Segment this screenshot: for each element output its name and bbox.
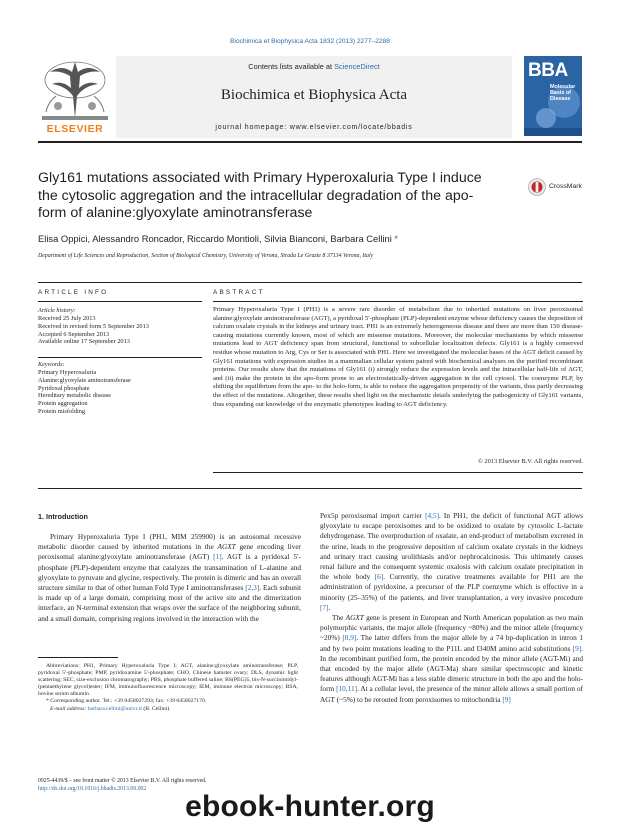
abstract-heading: ABSTRACT: [213, 289, 265, 296]
crossmark-icon: [528, 178, 546, 196]
journal-homepage: [116, 124, 512, 131]
article-history-label: Article history:: [38, 307, 76, 314]
citation-link[interactable]: [1]: [213, 552, 222, 562]
footnote-rule: [38, 657, 118, 658]
body-rule: [38, 488, 582, 489]
keyword: Alanine:glyoxylate aminotransferase: [38, 376, 131, 384]
citation-link[interactable]: [2,3]: [245, 583, 260, 593]
citation-link[interactable]: [10,11]: [336, 684, 358, 694]
intro-paragraph: Pex5p peroxisomal import carrier [4,5]. In PH1, the deficit of functional AGT allows glyoxylate to escape peroxisomes and to be oxidized to oxalate by cytosolic L-lactate dehydrogenase. The overproduction of oxalate, an end-product of metabolism excreted in the urine, leads to the progressive deposition of calcium oxalate crystals in the kidneys and urinary tract causing urolithiasis and/or nephrocalcinosis. This ultimately causes renal failure and the consequent systemic oxalosis with calcium oxalate precipitation in the whole body [6]. Currently, the curative treatments available for PH1 are the administration of pyridoxine, a precursor of the PLP coenzyme which is effective in a minority (25–35%) of the patients, and liver transplantation, a very invasive procedure [7].: [320, 511, 583, 612]
article-info-heading: ARTICLE INFO: [38, 289, 109, 296]
keyword: Pyridoxal phosphate: [38, 384, 90, 392]
cover-bba-brand: BBA: [528, 60, 568, 81]
citation-link[interactable]: [4,5]: [425, 511, 440, 520]
keyword: Protein aggregation: [38, 400, 88, 408]
keywords-label: Keywords:: [38, 361, 65, 368]
crossmark-label: CrossMark: [549, 183, 582, 190]
email-footnote: E-mail address: barbara.cellini@univr.it (B. Cellini).: [50, 705, 171, 712]
affiliation: Department of Life Sciences and Reproduction, Section of Biological Chemistry, University of Verona, Strada Le Grazie 8 37134 Verona, Italy: [38, 253, 374, 259]
history-online: Available online 17 September 2013: [38, 338, 130, 346]
history-received: Received 25 July 2013: [38, 315, 96, 322]
homepage-prefix: journal homepage:: [215, 124, 290, 131]
intro-left-column: [38, 532, 301, 624]
keyword: Primary Hyperoxaluria: [38, 369, 97, 376]
elsevier-wordmark: ELSEVIER: [46, 123, 104, 135]
keyword: Hereditary metabolic disease: [38, 392, 112, 400]
sciencedirect-link[interactable]: ScienceDirect: [334, 62, 380, 71]
article-info-rule: [38, 301, 202, 302]
keywords-list: [38, 369, 208, 416]
corresponding-author-mark[interactable]: *: [394, 233, 399, 244]
abstract-copyright: © 2013 Elsevier B.V. All rights reserved.: [477, 458, 583, 465]
citation-link[interactable]: [8,9]: [342, 633, 357, 643]
article-title: Gly161 mutations associated with Primary Hyperoxaluria Type I induce the cytosolic aggregation and the intracellular degradation of the apo-form of alanine:glyoxylate aminotransferase: [38, 170, 482, 221]
abstract-text: Primary Hyperoxaluria Type I (PH1) is a severe rare disorder of metabolism due to inherited mutations on liver peroxisomal alanine:glyoxylate aminotransferase (AGT), a pyridoxal 5′-phosphate (PLP)-dependent enzyme whose deficiency causes the deposition of calcium oxalate crystals in the kidneys and urinary tract. PH1 is an extremely heterogeneous disease and there are more than 150 disease-causing mutations currently known, most of which are missense mutations. Moreover, the molecular mechanisms by which missense mutations lead to AGT deficiency span from structural, functional to subcellular localization defects. Gly161 is a highly conserved residue whose mutation to Arg, Cys or Ser is associated with PH1. Here we investigated the molecular bases of the AGT deficit caused by Gly161 mutations with expression studies in a mammalian cellular system paired with biochemical analyses on the purified recombinant proteins. Our results show that the mutations of Gly161 (i) strongly reduce the expression levels and the intracellular half-life of AGT, and (ii) make the protein in the apo-form prone to an electrostatically-driven aggregation in the cell cytosol. The coenzyme PLP, by shifting the equilibrium from the apo- to the holo-form, is able to reduce the aggregation propensity of the variants, thus partly decreasing the effect of the mutations. Altogether, these results shed light on the mechanistic details underlying the pathogenicity of Gly161 variants, thus expanding our knowledge of the enzymatic phenotypes leading to AGT deficiency.: [213, 306, 583, 408]
author-list: [38, 233, 582, 244]
journal-citation[interactable]: Biochimica et Biophysica Acta 1832 (2013) 2277–2288: [230, 38, 390, 45]
crossmark-badge[interactable]: [528, 176, 584, 198]
citation-link[interactable]: [7]: [320, 602, 329, 612]
cover-subtitle: Molecular Basis of Disease: [550, 84, 576, 102]
contents-line: [116, 62, 512, 71]
doi-link[interactable]: http://dx.doi.org/10.1016/j.bbadis.2013.09.002: [38, 785, 147, 792]
intro-paragraph: The AGXT gene is present in European and North American population as two main polymorphic variants, the major allele (frequency ~80%) and the minor allele (frequency ~20%) [8,9]. The latter differs from the major allele by a 74 bp-duplication in intron 1 and by two point mutations leading to the P11L and I340M amino acid substitutions [9]. In the recombinant purified form, the protein encoded by the minor allele (AGT-Mi) and that encoded by the major allele (AGT-Ma) share similar spectroscopic and kinetic features although AGT-Mi has a less stable dimeric structure in both the apo and the holo-form [10,11]. At a cellular level, the presence of the minor allele allows a small portion of AGT (~5%) to be rerouted from peroxisomes to mitochondria [9]: [320, 613, 583, 704]
contents-prefix: Contents lists available at: [248, 62, 335, 71]
author-names: Elisa Oppici, Alessandro Roncador, Riccardo Montioli, Silvia Bianconi, Barbara Cellini: [38, 233, 395, 244]
citation-link[interactable]: [9]: [502, 694, 511, 704]
intro-paragraph: Primary Hyperoxaluria Type I (PH1, MIM 259900) is an autosomal recessive metabolic disorder caused by inherited mutations in the AGXT gene encoding liver peroxisomal alanine:glyoxylate aminotransferase (AGT) [1]. AGT is a pyridoxal 5′-phosphate (PLP)-dependent enzyme that catalyzes the transamination of L-alanine and glyoxylate to pyruvate and glycine, respectively. The protein is dimeric and has an overall structure similar to that of other human Fold Type I aminotransferases [2,3]. Each subunit is made up of a large domain, comprising most of the active site and the dimerization interface, an N-terminal extension that wraps over the surface of the neighboring subunit, and a small domain, comprising regions involved in the interaction with the: [38, 532, 302, 623]
introduction-heading: 1. Introduction: [38, 512, 88, 521]
intro-right-column: [320, 511, 583, 705]
citation-link[interactable]: [9]: [572, 643, 582, 653]
issn-line: 0925-4439/$ – see front matter © 2013 Elsevier B.V. All rights reserved.: [38, 778, 207, 784]
footnotes: [38, 663, 298, 713]
keyword: Protein misfolding: [38, 407, 86, 415]
abstract-bottom-rule: [213, 472, 583, 473]
author-email-link[interactable]: barbara.cellini@univr.it: [87, 705, 142, 712]
homepage-link[interactable]: www.elsevier.com/locate/bbadis: [289, 124, 413, 131]
watermark: ebook-hunter.org: [185, 790, 435, 823]
abbreviations-footnote: Abbreviations: PH1, Primary Hyperoxaluria Type I; AGT, alanine:glyoxylate aminotransferase; PLP, pyridoxal 5′-phosphate; PMP, pyridoxamine 5′-phosphate; CHO, Chinese hamster ovary; DLS, dynamic light scattering; SEC, size-exclusion chromatography; PBS, phosphate buffered saline; BS(PEG)5, bis-N-succinimidyl-(pentaethylene glycol)ester; IFM, immunofluorescence microscopy; IEM, immune electron microscopy; BSA, bovine serum albumin: [38, 663, 298, 698]
corresponding-footnote: * Corresponding author. Tel.: +39 0458027293; fax: +39 0458027170.: [46, 698, 207, 705]
section-rule: [38, 282, 582, 283]
abstract-rule: [213, 301, 583, 302]
header-rule: [38, 141, 582, 143]
keywords-rule: [38, 357, 202, 358]
citation-link[interactable]: [6]: [374, 572, 384, 582]
journal-name: Biochimica et Biophysica Acta: [220, 87, 408, 103]
article-history-list: [38, 315, 208, 346]
history-accepted: Accepted 6 September 2013: [38, 330, 110, 338]
history-revised: Received in revised form 5 September 2013: [38, 322, 149, 330]
